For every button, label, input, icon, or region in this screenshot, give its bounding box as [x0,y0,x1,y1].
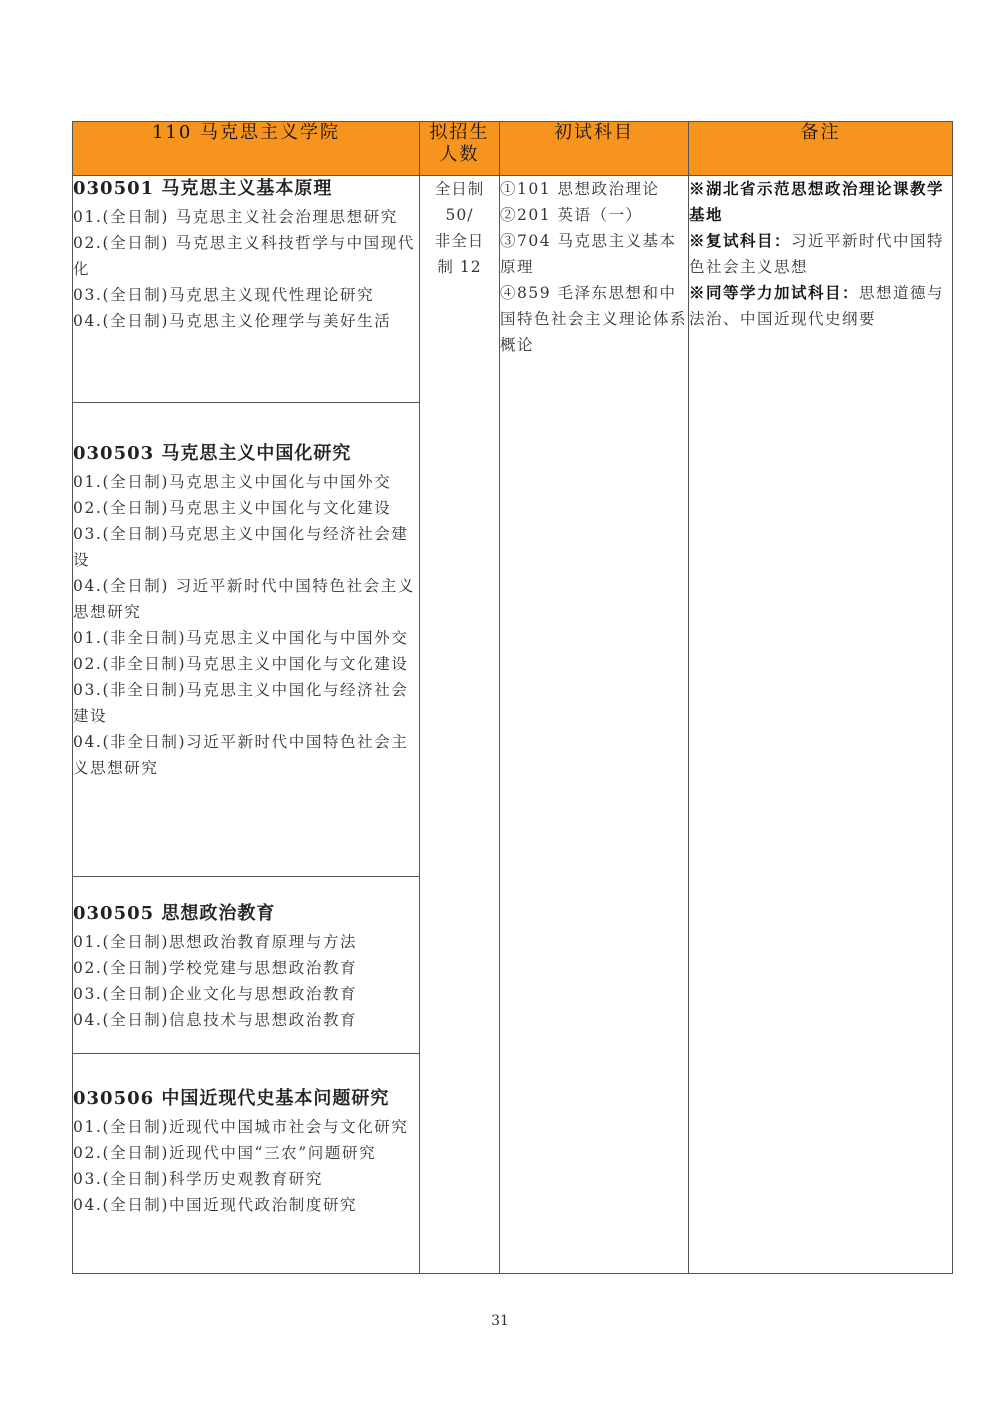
remark-equivalent-value: 思想道德与法治、中国近现代史纲要 [689,284,945,328]
major-cell [73,403,420,877]
admission-table [72,121,953,1274]
exam-subject: ③704 马克思主义基本原理 [500,232,677,276]
major-title: 030505 思想政治教育 [73,903,276,924]
direction-item: 03.(全日制)科学历史观教育研究 [73,1170,323,1188]
header-quota-line1: 拟招生 [429,122,490,143]
direction-item: 03.(全日制)企业文化与思想政治教育 [73,985,358,1003]
direction-item: 03.(非全日制)马克思主义中国化与经济社会建设 [73,681,409,725]
quota-cell [420,176,500,1274]
direction-item: 02.(全日制)学校党建与思想政治教育 [73,959,358,977]
direction-item: 01.(非全日制)马克思主义中国化与中国外交 [73,629,409,647]
remarks-cell [689,176,953,1274]
direction-item: 04.(全日制)中国近现代政治制度研究 [73,1196,358,1214]
direction-item: 02.(全日制)近现代中国“三农”问题研究 [73,1144,377,1162]
page-number: 31 [491,1313,509,1329]
direction-item: 01.(全日制)思想政治教育原理与方法 [73,933,358,951]
direction-item: 04.(全日制) 习近平新时代中国特色社会主义思想研究 [73,577,415,621]
header-remarks: 备注 [689,122,953,176]
header-exam-subjects: 初试科目 [500,122,689,176]
remark-equivalent-label: ※同等学力加试科目： [689,283,860,302]
remark-retest-label: ※复试科目： [689,231,792,250]
header-quota-line2: 人数 [439,144,480,165]
quota-line: 全日制 [434,180,485,198]
exam-subject: ④859 毛泽东思想和中国特色社会主义理论体系概论 [500,284,688,354]
direction-item: 03.(全日制)马克思主义现代性理论研究 [73,286,375,304]
direction-item: 03.(全日制)马克思主义中国化与经济社会建设 [73,525,409,569]
table-header-row [73,122,953,176]
quota-line: 制 12 [437,258,482,276]
quota-line: 非全日 [434,232,485,250]
major-title: 030501 马克思主义基本原理 [73,178,333,199]
direction-item: 01.(全日制) 马克思主义社会治理思想研究 [73,208,398,226]
major-title: 030506 中国近现代史基本问题研究 [73,1088,390,1109]
quota-line: 50/ [445,206,474,224]
direction-item: 01.(全日制)近现代中国城市社会与文化研究 [73,1118,409,1136]
remark-base-note: ※湖北省示范思想政治理论课教学基地 [689,179,945,224]
major-cell [73,176,420,403]
direction-item: 02.(全日制) 马克思主义科技哲学与中国现代化 [73,234,415,278]
direction-item: 01.(全日制)马克思主义中国化与中国外交 [73,473,392,491]
header-quota [420,122,500,176]
direction-item: 04.(全日制)信息技术与思想政治教育 [73,1011,358,1029]
remark-retest [689,228,952,280]
direction-item: 02.(全日制)马克思主义中国化与文化建设 [73,499,392,517]
major-cell [73,877,420,1054]
direction-item: 02.(非全日制)马克思主义中国化与文化建设 [73,655,409,673]
exam-subject: ②201 英语（一） [500,206,643,224]
direction-item: 04.(非全日制)习近平新时代中国特色社会主义思想研究 [73,733,409,777]
table-row [73,176,953,403]
exam-subjects-cell [500,176,689,1274]
remark-equivalent [689,280,952,332]
major-title: 030503 马克思主义中国化研究 [73,443,352,464]
header-college: 110 马克思主义学院 [73,122,420,176]
exam-subject: ①101 思想政治理论 [500,180,660,198]
direction-item: 04.(全日制)马克思主义伦理学与美好生活 [73,312,392,330]
remark-retest-value: 习近平新时代中国特色社会主义思想 [689,232,945,276]
major-cell [73,1054,420,1274]
